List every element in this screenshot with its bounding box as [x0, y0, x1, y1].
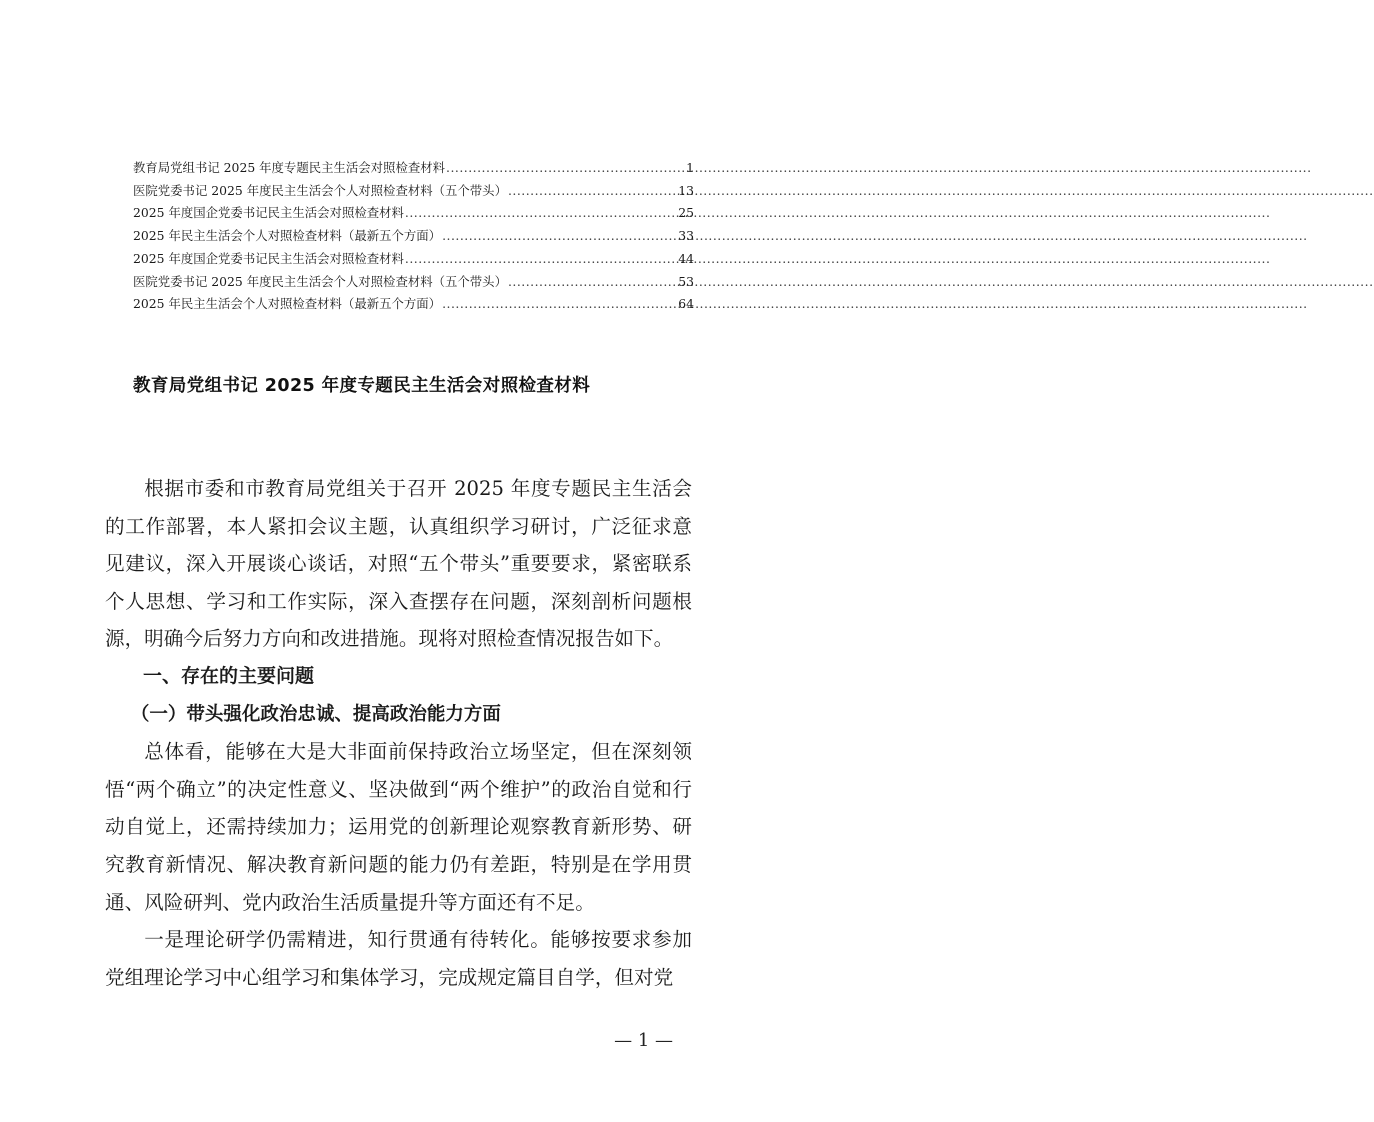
toc-entry-page: 64 — [678, 296, 694, 312]
page-footer — [0, 1016, 793, 1086]
toc-entry-page: 53 — [678, 273, 694, 289]
toc-entry-title: 2025 年民主生活会个人对照检查材料（最新五个方面） — [133, 296, 442, 312]
page-number: — 1 — — [614, 1030, 673, 1052]
point-paragraph: 一是理论研学仍需精进，知行贯通有待转化。能够按要求参加党组理论学习中心组学习和集体学习，完成规定篇目自学，但对党 — [105, 928, 692, 989]
toc-entry-page: 1 — [686, 160, 694, 175]
overview-paragraph: 总体看，能够在大是大非面前保持政治立场坚定，但在深刻领悟“两个确立”的决定性意义、坚决做到“两个维护”的政治自觉和行动自觉上，还需持续加力；运用党的创新理论观察教育新形势、研究教育新情况、解决教育新问题的能力仍有差距，特别是在学用贯通、风险研判、党内政治生活质量提升等方面还有不足。 — [105, 740, 692, 914]
section-heading: 一、存在的主要问题 — [143, 664, 315, 687]
toc-entry-title: 2025 年民主生活会个人对照检查材料（最新五个方面） — [133, 228, 442, 244]
toc-entry-title: 2025 年度国企党委书记民主生活会对照检查材料 — [133, 205, 404, 221]
toc-entry-page: 13 — [678, 182, 694, 198]
toc-entry-page: 25 — [678, 205, 694, 221]
document-title: 教育局党组书记 2025 年度专题民主生活会对照检查材料 — [133, 376, 591, 396]
toc-entry-page: 44 — [678, 250, 694, 266]
toc-entry-page: 33 — [678, 228, 694, 244]
toc-entry-title: 医院党委书记 2025 年度民主生活会个人对照检查材料（五个带头） — [133, 182, 507, 198]
subsection-heading: （一）带头强化政治忠诚、提高政治能力方面 — [130, 703, 501, 725]
toc-entry-title: 教育局党组书记 2025 年度专题民主生活会对照检查材料 — [133, 160, 446, 175]
toc-entry-title: 2025 年度国企党委书记民主生活会对照检查材料 — [133, 250, 404, 266]
toc-entry-title: 医院党委书记 2025 年度民主生活会个人对照检查材料（五个带头） — [133, 273, 507, 289]
intro-paragraph: 根据市委和市教育局党组关于召开 2025 年度专题民主生活会的工作部署，本人紧扣会议主题，认真组织学习研讨，广泛征求意见建议，深入开展谈心谈话，对照“五个带头”重要要求，紧密联系个人思想、学习和工作实际，深入查摆存在问题，深刻剖析问题根源，明确今后努力方向和改进措施。现将对照检查情况报告如下。 — [105, 477, 692, 651]
document-body — [105, 0, 692, 996]
